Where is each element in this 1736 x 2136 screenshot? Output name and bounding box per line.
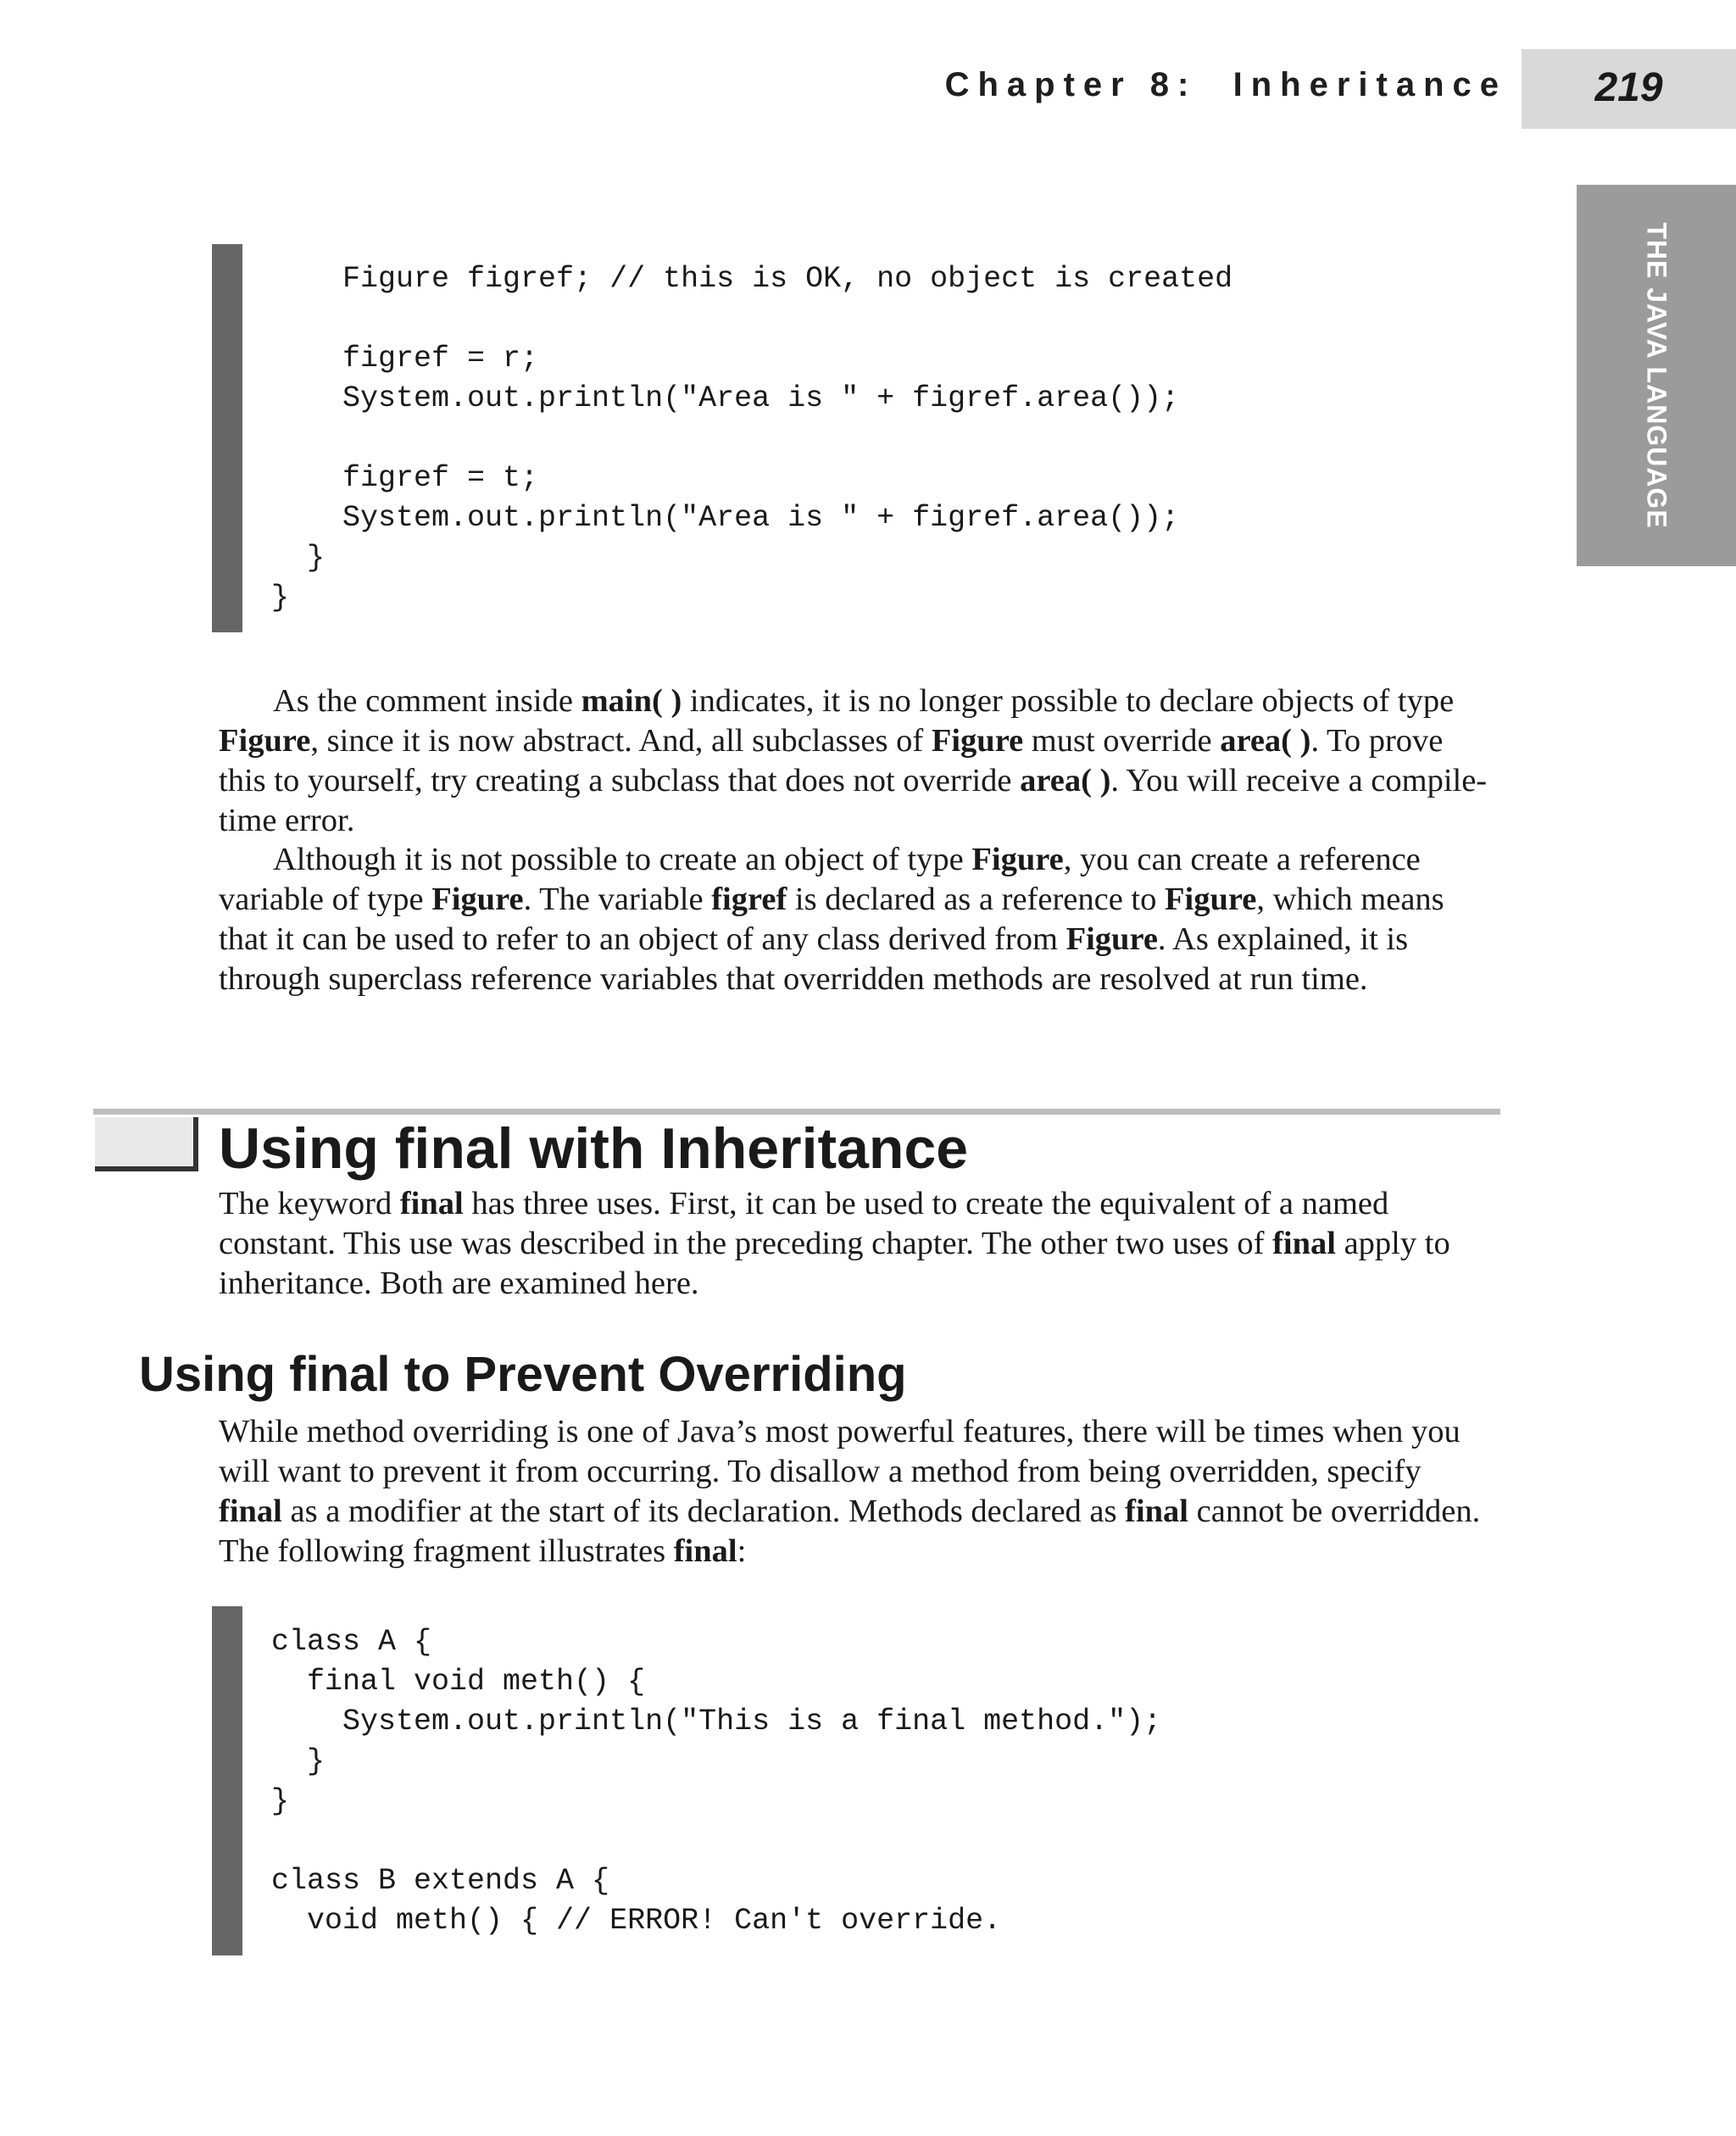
bold-term: main( ) xyxy=(581,683,682,719)
bold-term: area( ) xyxy=(1020,763,1111,798)
bold-term: final xyxy=(1272,1226,1336,1261)
text-run: is declared as a reference to xyxy=(787,882,1165,917)
subsection-heading: Using final to Prevent Overriding xyxy=(139,1347,907,1402)
bold-term: final xyxy=(219,1494,282,1529)
text-run: indicates, it is no longer possible to declare objects of type xyxy=(682,683,1455,719)
code-line: System.out.println("Area is " + figref.area()); xyxy=(271,501,1180,535)
code-line: figref = r; xyxy=(271,342,539,375)
section-heading: Using final with Inheritance xyxy=(219,1116,969,1181)
text-run: : xyxy=(737,1533,747,1569)
text-run: . As explained, it is through superclass reference variables that overridden methods are resolved at run time. xyxy=(219,921,1409,997)
code-line: class B extends A { xyxy=(271,1864,610,1898)
code-line: void meth() { // ERROR! Can't override. xyxy=(271,1904,1002,1938)
code-line: } xyxy=(271,1784,290,1818)
page-number-box xyxy=(1522,49,1736,129)
code-line xyxy=(271,1822,1161,1861)
code-line: } xyxy=(271,1744,326,1778)
code-line: System.out.println("This is a final method."); xyxy=(271,1705,1162,1738)
text-run: . To prove this to yourself, try creating a subclass that does not override xyxy=(219,723,1444,798)
code-block-bar xyxy=(212,244,242,632)
code-block-2 xyxy=(271,1622,1161,1941)
chapter-title: Chapter 8: Inheritance xyxy=(944,66,1507,103)
code-line: System.out.println("Area is " + figref.area()); xyxy=(271,381,1180,415)
code-block-bar xyxy=(212,1606,242,1955)
text-run: . The variable xyxy=(523,882,712,917)
bold-term: area( ) xyxy=(1220,723,1311,759)
bold-term: figref xyxy=(711,882,787,917)
bold-term: Figure xyxy=(1066,921,1158,957)
text-run: , which means that it can be used to refer to an object of any class derived from xyxy=(219,882,1444,957)
page-number: 219 xyxy=(1594,65,1663,110)
code-line xyxy=(271,419,1232,459)
text-run: Although it is not possible to create an object of type xyxy=(273,842,972,877)
text-run: While method overriding is one of Java’s most powerful features, there will be times when you will want to prevent it from occurring. To disallow a method from being overridden, specify xyxy=(219,1414,1461,1489)
text-run: cannot be overridden. The following fragment illustrates xyxy=(219,1494,1481,1569)
text-run: The keyword xyxy=(219,1186,400,1221)
bold-term: Figure xyxy=(1164,882,1257,917)
code-line: } xyxy=(271,541,326,575)
paragraph-3 xyxy=(219,1184,1490,1304)
paragraph-1 xyxy=(219,681,1490,841)
text-run: apply to inheritance. Both are examined here. xyxy=(219,1226,1450,1301)
bold-term: Figure xyxy=(431,882,524,917)
text-run: , you can create a reference variable of type xyxy=(219,842,1421,917)
text-run: , since it is now abstract. And, all subclasses of xyxy=(310,723,932,759)
bold-term: Figure xyxy=(931,723,1024,759)
paragraph-4 xyxy=(219,1412,1490,1571)
text-run: . You will receive a compile-time error. xyxy=(219,763,1488,838)
section-heading-marker xyxy=(95,1117,198,1171)
code-block-1 xyxy=(271,259,1232,618)
bold-term: final xyxy=(673,1533,737,1569)
bold-term: Figure xyxy=(219,723,311,759)
bold-term: final xyxy=(399,1186,464,1221)
section-side-tab xyxy=(1577,185,1736,566)
text-run: As the comment inside xyxy=(273,683,581,719)
paragraph-2 xyxy=(219,840,1490,999)
code-line: class A { xyxy=(271,1625,432,1659)
side-tab-label: THE JAVA LANGUAGE xyxy=(1641,222,1672,529)
text-run: has three uses. First, it can be used to create the equivalent of a named constant. This use was described in the preceding chapter. The other two uses of xyxy=(219,1186,1389,1261)
section-rule xyxy=(93,1109,1500,1115)
bold-term: Figure xyxy=(971,842,1064,877)
text-run: must override xyxy=(1023,723,1221,759)
code-line: } xyxy=(271,581,290,615)
code-line xyxy=(271,299,1232,339)
text-run: as a modifier at the start of its declaration. Methods declared as xyxy=(281,1494,1126,1529)
code-line: final void meth() { xyxy=(271,1665,646,1699)
bold-term: final xyxy=(1125,1494,1189,1529)
code-line: Figure figref; // this is OK, no object is created xyxy=(271,262,1233,296)
code-line: figref = t; xyxy=(271,461,539,495)
